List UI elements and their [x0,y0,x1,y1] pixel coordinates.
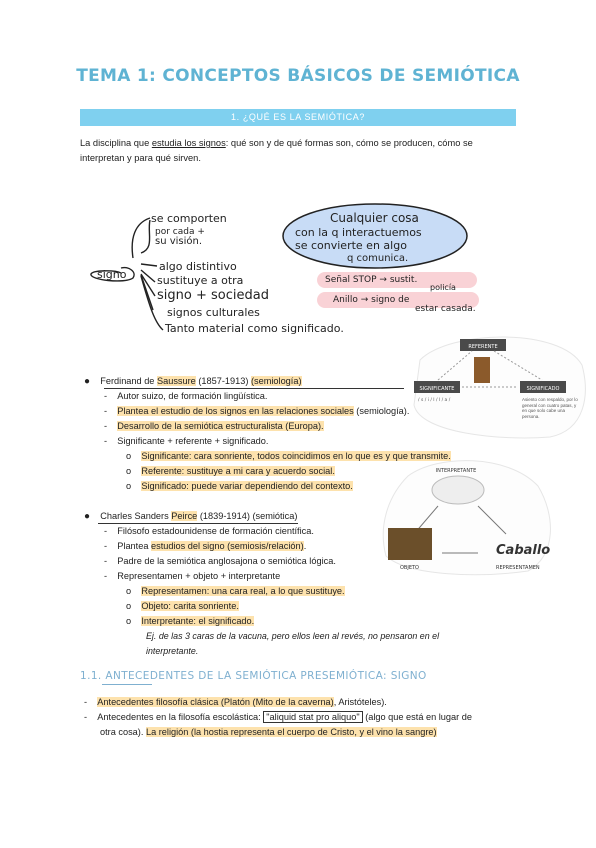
saussure-heading: ● Ferdinand de Saussure (1857-1913) (semiología) [84,376,302,387]
text: Significante + referente + significado. [117,436,269,446]
representamen-label: REPRESENTAMEN [496,565,540,571]
text: Saussure [156,376,196,386]
referente-label: REFERENTE [468,344,498,350]
peirce-heading: ● Charles Sanders Peirce (1839-1914) (semiótica) [84,511,298,522]
example-text: Ej. de las 3 caras de la vacuna, pero ellos leen al revés, no pensaron en el [146,631,440,641]
sketch-text: signo + sociedad [157,288,269,303]
text: Desarrollo de la semiótica estructuralista (Europa). [117,421,324,431]
significante-label: SIGNIFICANTE [419,386,455,392]
sublist-item: o Representamen: una cara real, a lo que sustituye. [126,586,345,596]
text: (1857-1913) [195,376,251,386]
sketch-text: se comporten [151,212,227,225]
text: La religión (la hostia representa el cuerpo de Cristo, y el vino la sangre) [145,727,437,737]
intro-text: : qué son y de qué formas son, cómo se producen, cómo se [225,138,473,148]
objeto-label: OBJETO [400,565,419,571]
list-item: - Significante + referente + significado. [104,436,269,446]
text: Interpretante: el significado. [141,616,255,626]
significado-label: SIGNIFICADO [526,386,560,392]
text: Charles Sanders [100,511,172,521]
sketch-text: sustituye a otra [157,274,244,287]
sketch-text: su visión. [155,236,203,247]
significado-description: Asiento con respaldo, por lo general con cuatro patas, y en que solo cabe una persona. [522,397,578,419]
sketch-text: Cualquier cosa [330,211,419,225]
list-item: - Padre de la semiótica anglosajona o semiótica lógica. [104,556,336,566]
list-item: - Autor suizo, de formación lingüística. [104,391,268,401]
text: , Aristóteles). [333,697,387,707]
text: Peirce [171,511,198,521]
list-item: - Plantea estudios del signo (semiosis/relación). [104,541,307,551]
text: (algo que está en lugar de [362,712,472,722]
text: Referente: sustituye a mi cara y acuerdo social. [141,466,335,476]
text: estudios del signo (semiosis/relación) [151,541,304,551]
heading-underline [102,684,152,685]
referent-diagram [410,335,588,440]
triangle-diagram [378,456,556,576]
text: (semiología). [353,406,410,416]
text: Antecedentes filosofía clásica (Platón (Mito de la caverna) [97,697,334,707]
sublist-item: o Referente: sustituye a mi cara y acuerdo social. [126,466,335,476]
text: Representamen + objeto + interpretante [117,571,281,581]
sketch-text: algo distintivo [159,260,237,273]
text: Objeto: carita sonriente. [141,601,239,611]
list-item-continued [100,725,437,740]
subsection-heading: 1.1. ANTECEDENTES DE LA SEMIÓTICA PRESEMIÓTICA: SIGNO [80,670,427,682]
text: Antecedentes en la filosofía escolástica: [97,712,264,722]
caballo-word: Caballo [496,543,551,558]
text: Significado: puede variar dependiendo del contexto. [141,481,353,491]
sketch-text: signos culturales [167,306,260,319]
text: Filósofo estadounidense de formación científica. [117,526,314,536]
list-item: - Antecedentes en la filosofía escolástica: "aliquid stat pro aliquo" (algo que está en lugar de [84,712,472,722]
sketch-text: por cada + [155,227,205,237]
text: Padre de la semiótica anglosajona o semiótica lógica. [117,556,336,566]
list-item: - Desarrollo de la semiótica estructuralista (Europa). [104,421,324,431]
sketch-text: Anillo → signo de [333,295,410,305]
intro-paragraph [80,136,520,166]
sketch-text: Señal STOP → sustit. [325,275,418,285]
sublist-item: o Interpretante: el significado. [126,616,255,626]
list-item: - Antecedentes filosofía clásica (Platón (Mito de la caverna), Aristóteles). [84,697,387,707]
intro-underlined: estudia los signos [151,138,226,148]
text: Plantea el estudio de los signos en las relaciones sociales [117,406,354,416]
intro-text: La disciplina que [80,138,152,148]
sketch-text: q comunica. [347,253,409,264]
sketch-text: con la q interactuemos [295,226,422,239]
thought-image [432,476,484,504]
intro-text: interpretan y para qué sirven. [80,153,201,163]
sketch-text: estar casada. [415,304,476,314]
text: (semiología) [250,376,302,386]
handwritten-sketch [85,198,485,343]
list-item: - Filósofo estadounidense de formación científica. [104,526,314,536]
text: . [303,541,307,551]
sketch-text: se convierte en algo [295,239,407,252]
text: Significante: cara sonriente, todos coincidimos en lo que es y que transmite. [141,451,451,461]
text: Ferdinand de [100,376,157,386]
text: (1839-1914) (semiótica) [197,511,298,521]
text: Representamen: una cara real, a lo que sustituye. [141,586,345,596]
latin-phrase: "aliquid stat pro aliquo" [263,711,362,723]
text: otra cosa). [100,727,146,737]
horse-image [388,528,432,560]
sublist-item: o Significado: puede variar dependiendo del contexto. [126,481,353,491]
sketch-text: policía [430,283,456,292]
text: Autor suizo, de formación lingüística. [117,391,268,401]
significante-letters: / s / i / l / l / a / [418,398,451,403]
list-item: - Plantea el estudio de los signos en las relaciones sociales (semiología). [104,406,410,416]
sketch-signo: signo [97,268,127,281]
example-text: interpretante. [146,646,199,656]
sketch-text: Tanto material como significado. [165,322,344,335]
sublist-item: o Significante: cara sonriente, todos coincidimos en lo que es y que transmite. [126,451,451,461]
text: Plantea [117,541,151,551]
chair-image [474,357,490,383]
section-heading: 1. ¿QUÉ ES LA SEMIÓTICA? [80,109,516,126]
interpretante-label: INTERPRETANTE [435,468,477,474]
sublist-item: o Objeto: carita sonriente. [126,601,239,611]
list-item: - Representamen + objeto + interpretante [104,571,281,581]
page-title: TEMA 1: CONCEPTOS BÁSICOS DE SEMIÓTICA [76,66,520,86]
